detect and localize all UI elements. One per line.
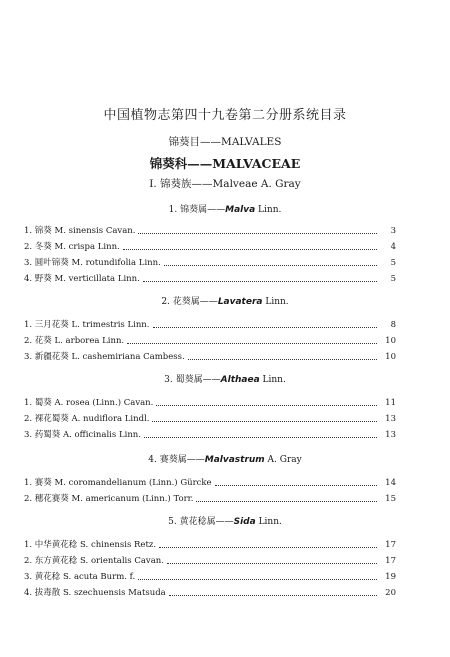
genus-heading: [0, 204, 450, 216]
genus-heading: [0, 516, 450, 528]
page-number: 20: [385, 588, 396, 598]
toc-entry[interactable]: [24, 492, 396, 505]
genus-number: 1.: [168, 205, 178, 215]
species-name: 1. 锦葵 M. sinensis Cavan.: [24, 226, 136, 236]
toc-entry[interactable]: [24, 570, 396, 583]
dot-leader: [169, 595, 377, 596]
species-name: 2. 东方黄花稔 S. orientalis Cavan.: [24, 556, 164, 566]
dot-leader: [215, 485, 377, 486]
page-number: 3: [390, 226, 396, 236]
dot-leader: [159, 547, 377, 548]
toc-entry[interactable]: [24, 272, 396, 285]
toc-entry[interactable]: [24, 396, 396, 409]
species-name: 1. 三月花葵 L. trimestris Linn.: [24, 320, 150, 330]
species-name: 3. 新疆花葵 L. cashemiriana Cambess.: [24, 352, 185, 362]
page-number: 14: [385, 478, 396, 488]
toc-entry[interactable]: [24, 586, 396, 599]
genus-heading: [0, 454, 450, 466]
species-name: 3. 药蜀葵 A. officinalis Linn.: [24, 430, 141, 440]
dot-leader: [156, 405, 377, 406]
toc-entry[interactable]: [24, 428, 396, 441]
toc-entry[interactable]: [24, 240, 396, 253]
genus-chinese-name: 花葵属——: [172, 297, 218, 307]
tribe-heading: I. 锦葵族——Malveae A. Gray: [149, 178, 301, 190]
page-title: 中国植物志第四十九卷第二分册系统目录: [103, 108, 347, 123]
genus-author: Linn.: [255, 517, 282, 527]
order-heading: 锦葵目——MALVALES: [168, 136, 282, 148]
toc-entry[interactable]: [24, 476, 396, 489]
dot-leader: [196, 501, 377, 502]
species-name: 3. 圆叶锦葵 M. rotundifolia Linn.: [24, 258, 161, 268]
genus-heading: [0, 374, 450, 386]
page-number: 8: [390, 320, 396, 330]
page-number: 10: [385, 336, 396, 346]
genus-latin-name: Sida: [233, 517, 256, 527]
genus-number: 3.: [164, 375, 173, 385]
species-name: 2. 冬葵 M. crispa Linn.: [24, 242, 120, 252]
page-number: 5: [390, 274, 396, 284]
genus-number: 4.: [148, 455, 157, 465]
genus-latin-name: Althaea: [220, 375, 260, 385]
species-name: 3. 黄花稔 S. acuta Burm. f.: [24, 572, 136, 582]
dot-leader: [143, 281, 377, 282]
page-number: 11: [385, 398, 396, 408]
genus-chinese-name: 锦葵属——: [180, 205, 226, 215]
page-number: 15: [385, 494, 396, 504]
genus-chinese-name: 赛葵属——: [159, 455, 205, 465]
dot-leader: [138, 579, 377, 580]
dot-leader: [164, 265, 377, 266]
species-name: 4. 拔毒散 S. szechuensis Matsuda: [24, 588, 166, 598]
genus-number: 5.: [168, 517, 177, 527]
page-number: 17: [385, 556, 396, 566]
genus-latin-name: Malva: [225, 205, 256, 215]
dot-leader: [127, 343, 377, 344]
species-name: 2. 花葵 L. arborea Linn.: [24, 336, 125, 346]
genus-latin-name: Lavatera: [217, 297, 263, 307]
family-heading: 锦葵科——MALVACEAE: [149, 156, 301, 171]
species-name: 1. 赛葵 M. coromandelianum (Linn.) Gürcke: [24, 478, 212, 488]
species-name: 4. 野葵 M. verticillata Linn.: [24, 274, 140, 284]
genus-chinese-name: 黄花稔属——: [179, 517, 234, 527]
genus-author: A. Gray: [264, 455, 302, 465]
species-name: 1. 蜀葵 A. rosea (Linn.) Cavan.: [24, 398, 154, 408]
genus-author: Linn.: [255, 205, 282, 215]
toc-entry[interactable]: [24, 350, 396, 363]
toc-entry[interactable]: [24, 224, 396, 237]
genus-heading: [0, 296, 450, 308]
page-number: 13: [385, 414, 396, 424]
genus-author: Linn.: [259, 375, 286, 385]
toc-entry[interactable]: [24, 334, 396, 347]
dot-leader: [123, 249, 377, 250]
page-number: 17: [385, 540, 396, 550]
species-name: 2. 穗花赛葵 M. americanum (Linn.) Torr.: [24, 494, 194, 504]
page-number: 5: [390, 258, 396, 268]
species-name: 1. 中华黄花稔 S. chinensis Retz.: [24, 540, 157, 550]
page-number: 13: [385, 430, 396, 440]
genus-author: Linn.: [262, 297, 289, 307]
toc-entry[interactable]: [24, 554, 396, 567]
dot-leader: [167, 563, 377, 564]
dot-leader: [138, 233, 377, 234]
page-number: 19: [385, 572, 396, 582]
toc-entry[interactable]: [24, 538, 396, 551]
dot-leader: [188, 359, 377, 360]
species-name: 2. 裸花蜀葵 A. nudiflora Lindl.: [24, 414, 150, 424]
genus-latin-name: Malvastrum: [204, 455, 265, 465]
genus-number: 2.: [161, 297, 170, 307]
dot-leader: [144, 437, 377, 438]
page-number: 10: [385, 352, 396, 362]
dot-leader: [153, 327, 378, 328]
toc-entry[interactable]: [24, 256, 396, 269]
toc-entry[interactable]: [24, 412, 396, 425]
genus-chinese-name: 蜀葵属——: [175, 375, 221, 385]
dot-leader: [152, 421, 377, 422]
toc-entry[interactable]: [24, 318, 396, 331]
page-number: 4: [390, 242, 396, 252]
